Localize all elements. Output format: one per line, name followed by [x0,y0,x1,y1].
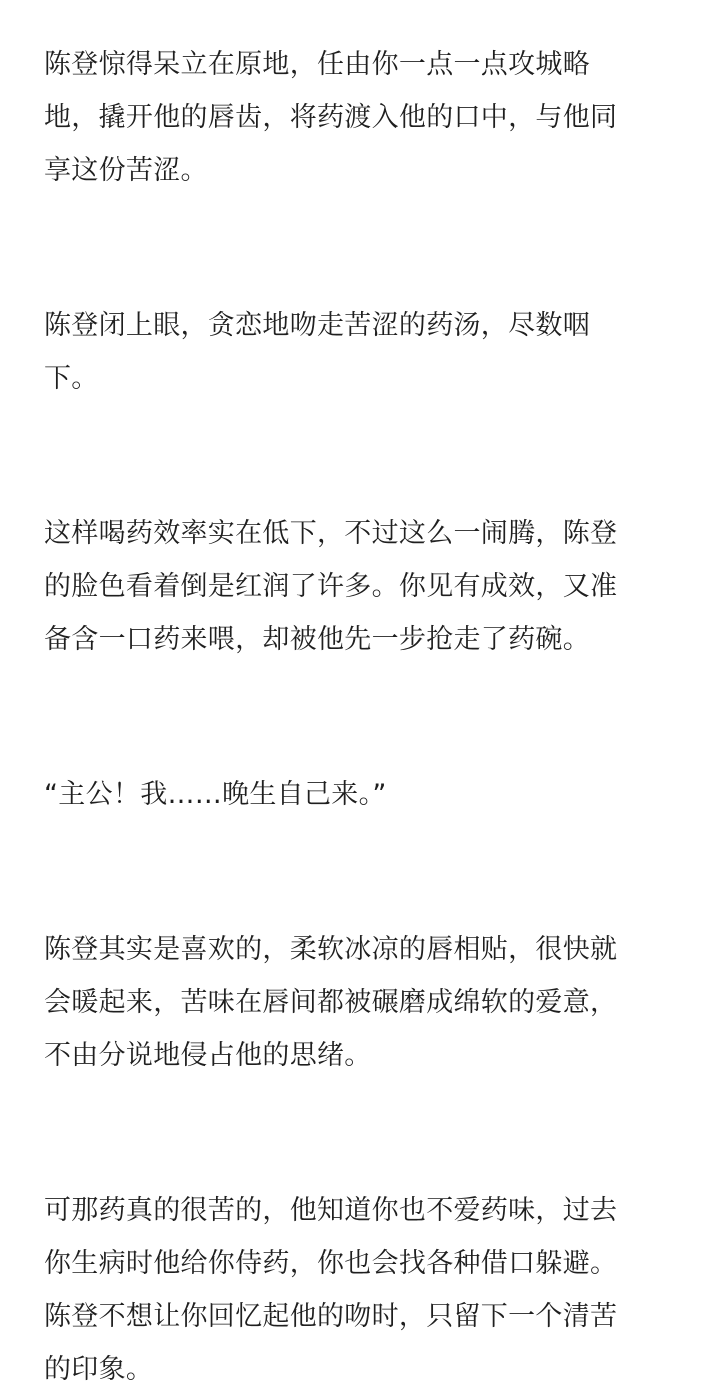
paragraph-spacer [44,1082,676,1184]
paragraph-spacer [44,821,676,923]
text-line: 你生病时他给你侍药，你也会找各种借口躲避。 [44,1248,618,1279]
text-line: 地，撬开他的唇齿，将药渡入他的口中，与他同 [44,102,618,133]
text-line: 这样喝药效率实在低下，不过这么一闹腾，陈登 [44,518,618,549]
paragraph-spacer [44,666,676,768]
paragraph-1 [44,38,676,197]
text-line: 备含一口药来喂，却被他先一步抢走了药碗。 [44,624,590,655]
text-line: “主公！我……晚生自己来。” [44,779,387,810]
text-line: 会暖起来，苦味在唇间都被碾磨成绵软的爱意， [44,987,618,1018]
paragraph-6 [44,1184,676,1396]
paragraph-2 [44,299,676,405]
paragraph-4 [44,768,676,821]
text-line: 陈登闭上眼，贪恋地吻走苦涩的药汤，尽数咽 [44,310,590,341]
paragraph-spacer [44,405,676,507]
text-line: 下。 [44,363,99,394]
text-line: 享这份苦涩。 [44,155,208,186]
article-body [44,38,676,1396]
paragraph-5 [44,923,676,1082]
paragraph-spacer [44,197,676,299]
text-line: 的印象。 [44,1354,154,1385]
text-line: 不由分说地侵占他的思绪。 [44,1040,372,1071]
text-line: 可那药真的很苦的，他知道你也不爱药味，过去 [44,1195,618,1226]
text-line: 陈登惊得呆立在原地，任由你一点一点攻城略 [44,49,590,80]
text-line: 陈登其实是喜欢的，柔软冰凉的唇相贴，很快就 [44,934,618,965]
text-line: 陈登不想让你回忆起他的吻时，只留下一个清苦 [44,1301,618,1332]
paragraph-3 [44,507,676,666]
text-line: 的脸色看着倒是红润了许多。你见有成效，又准 [44,571,618,602]
